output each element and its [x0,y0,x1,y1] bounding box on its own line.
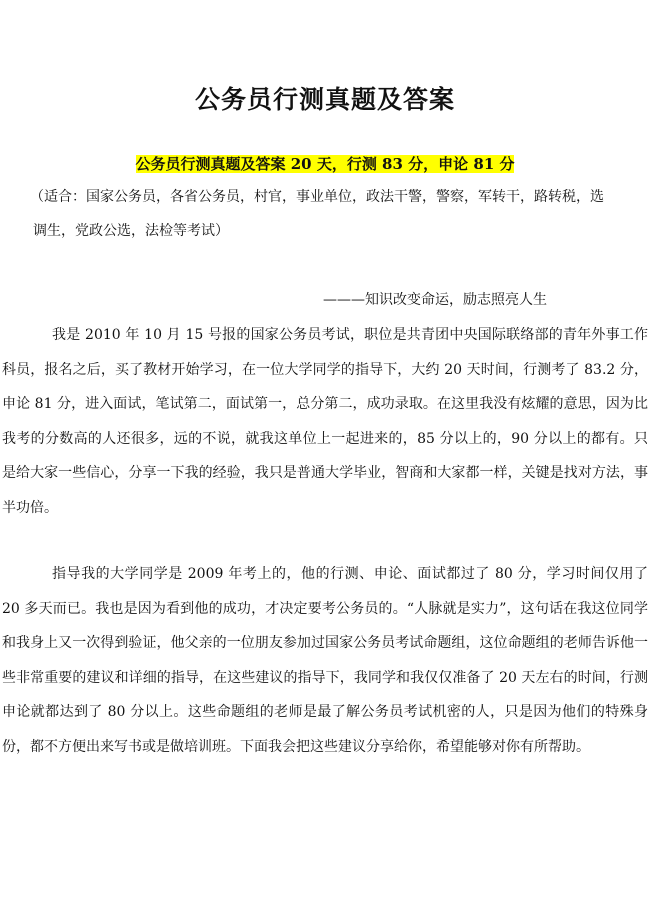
highlighted-subtitle: 公务员行测真题及答案 20 天，行测 83 分，申论 81 分 [135,155,515,173]
suitable-line-2: 调生，党政公选，法检等考试） [33,223,229,239]
motto: ———知识改变命运，励志照亮人生 [323,292,547,308]
body-paragraph-2: 指导我的大学同学是 2009 年考上的，他的行测、申论、面试都过了 80 分，学习时间仅用了 20 多天而已。我也是因为看到他的成功，才决定要考公务员的。“人脉就是实力”，这句话在我这位同学和我身上又一次得到验证，他父亲的一位朋友参加过国家公务员考试命题组，这位命题组的老师告诉他一些非常重要的建议和详细的指导，在这些建议的指导下，我同学和我仅仅准备了 20 天左右的时间，行测申论就都达到了 80 分以上。这些命题组的老师是最了解公务员考试机密的人，只是因为他们的特殊身份，都不方便出来写书或是做培训班。下面我会把这些建议分享给你，希望能够对你有所帮助。 [2,566,648,755]
body-paragraph-1: 我是 2010 年 10 月 15 号报的国家公务员考试，职位是共青团中央国际联络部的青年外事工作科员，报名之后，买了教材开始学习，在一位大学同学的指导下，大约 20 天时间，行测考了 83.2 分，申论 81 分，进入面试，笔试第二，面试第一，总分第二，成功录取。在这里我没有炫耀的意思，因为比我考的分数高的人还很多，远的不说，就我这单位上一起进来的，85 分以上的，90 分以上的都有。只是给大家一些信心，分享一下我的经验，我只是普通大学毕业，智商和大家都一样，关键是找对方法，事半功倍。 [2,327,648,516]
document-title: 公务员行测真题及答案 [194,85,455,114]
suitable-line-1: （适合：国家公务员，各省公务员，村官，事业单位，政法干警，警察，军转干，路转税，选 [30,189,604,205]
document-subtitle [0,153,650,174]
suitable-exams-note [30,180,622,248]
